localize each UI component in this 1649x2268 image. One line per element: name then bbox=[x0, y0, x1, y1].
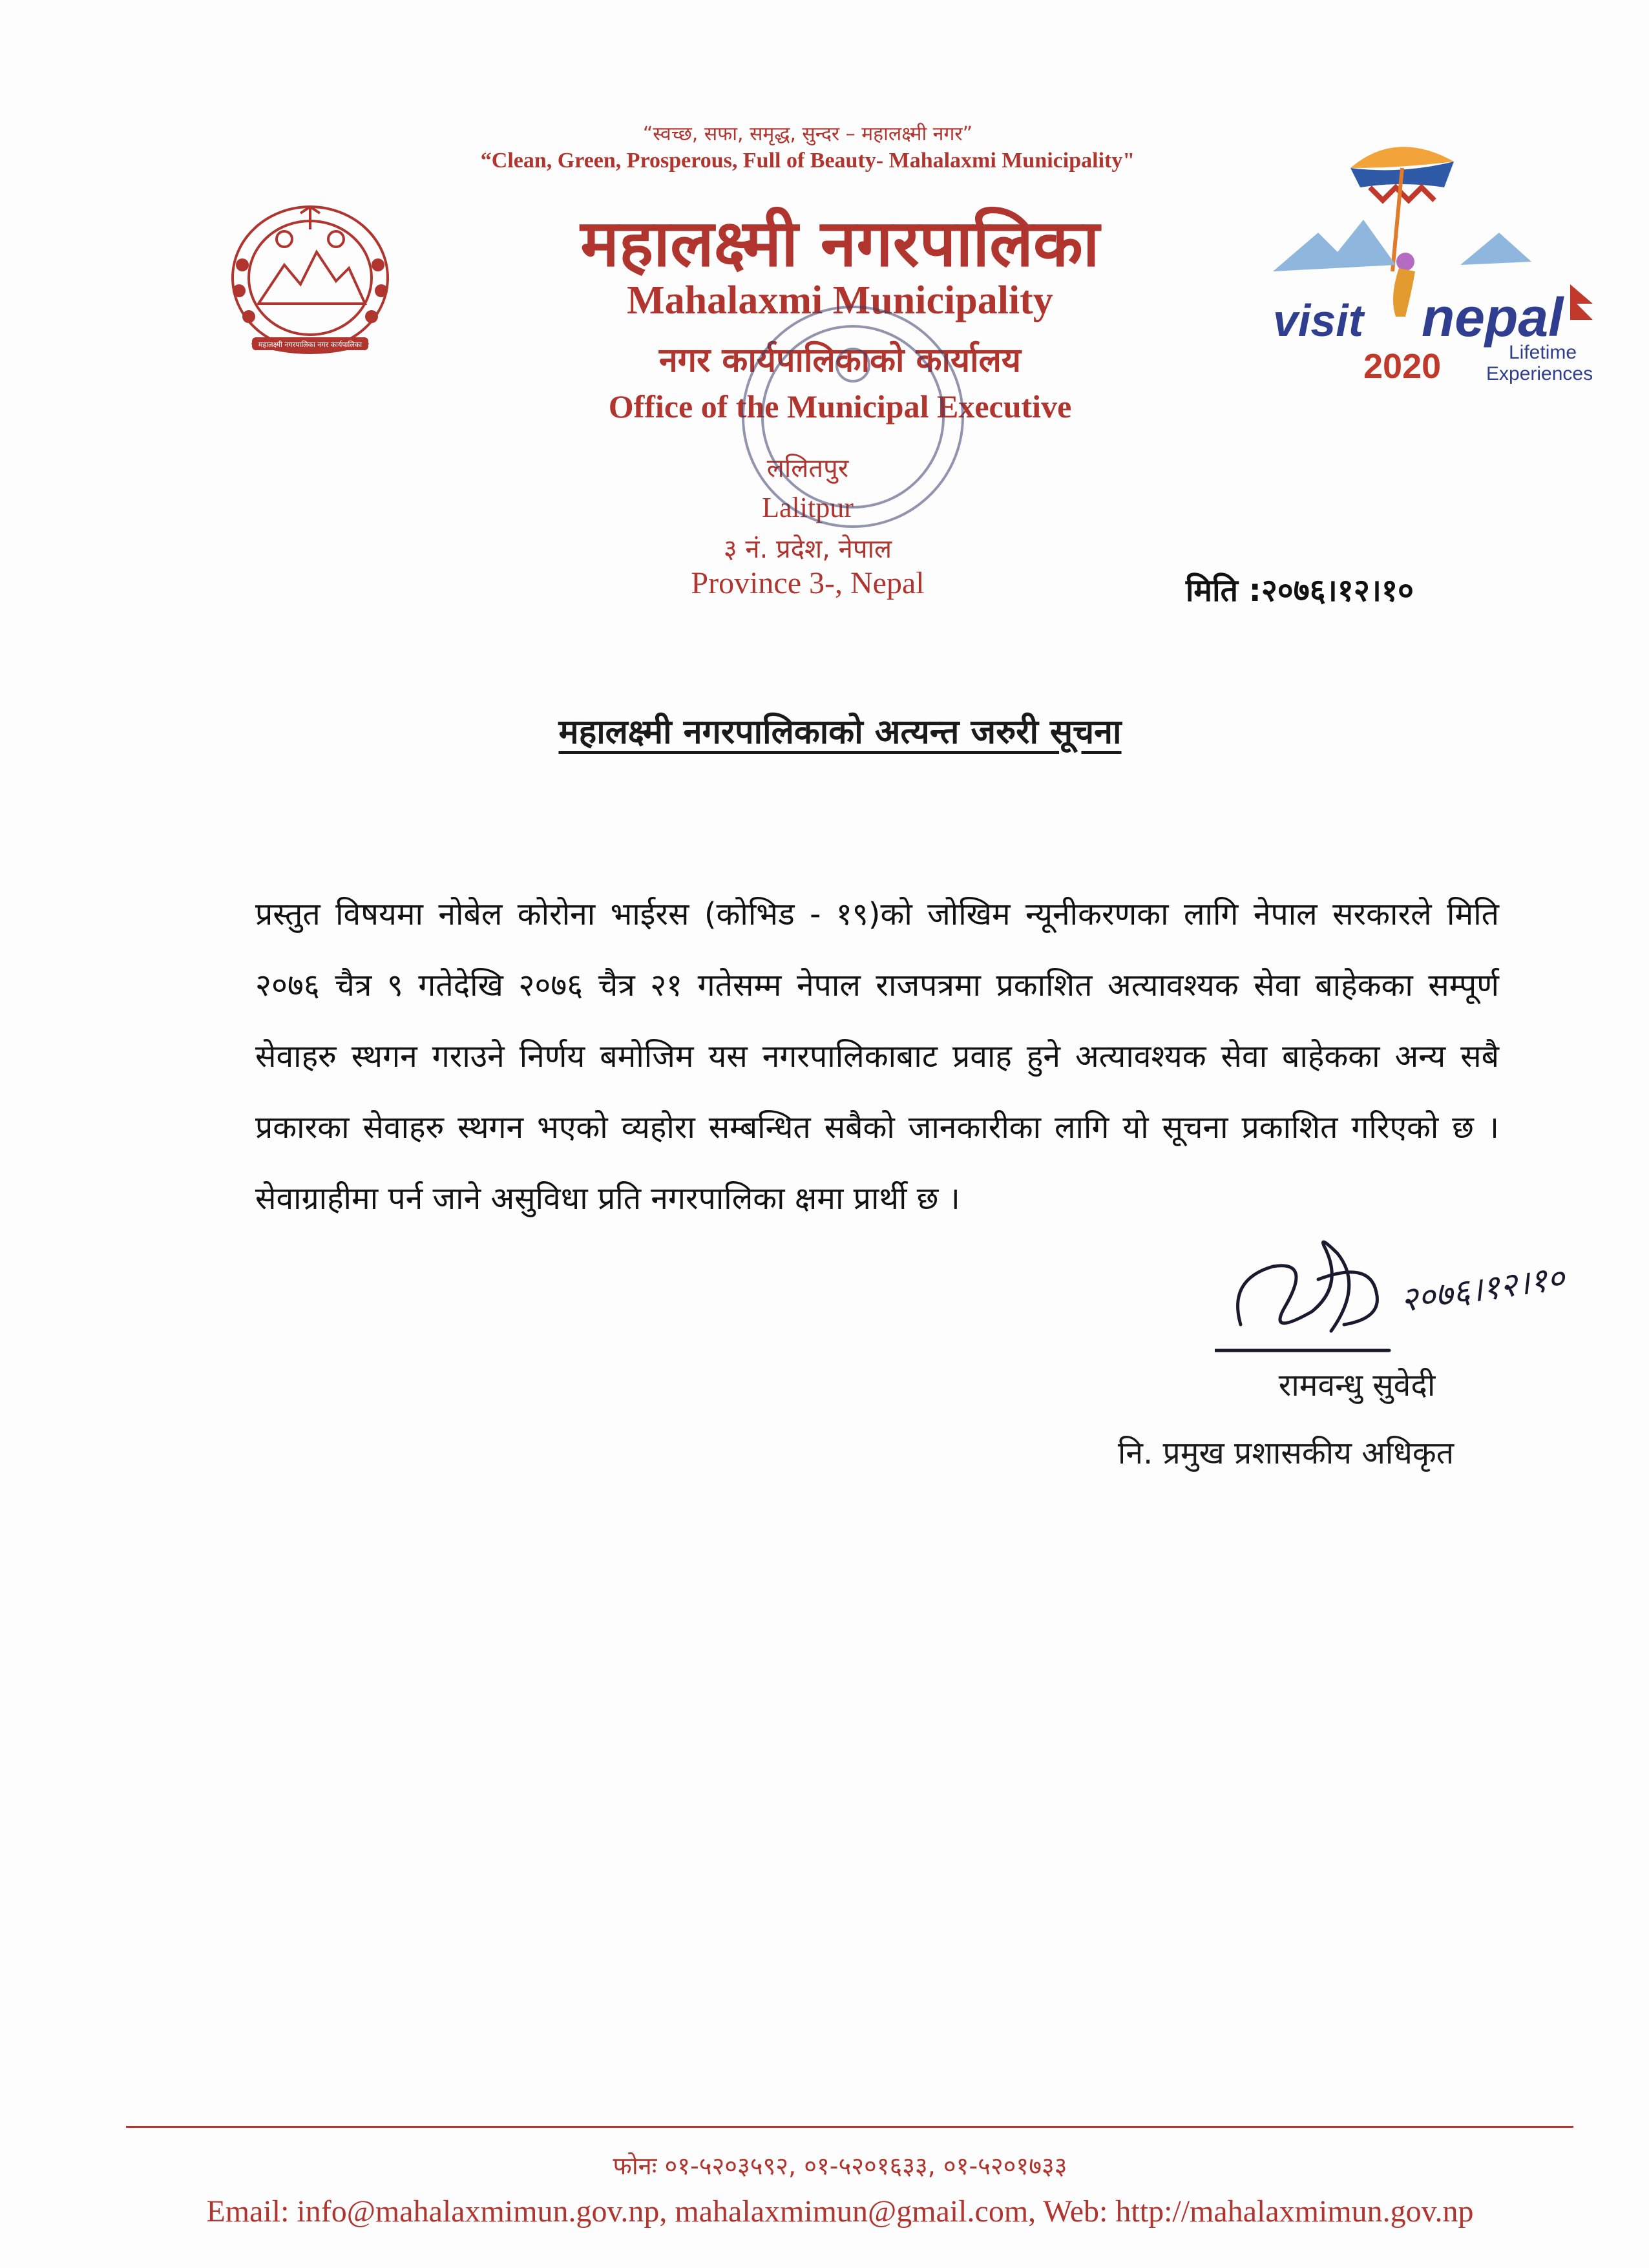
municipality-title-nepali: महालक्ष्मी नगरपालिका bbox=[580, 205, 1100, 281]
office-name-nepali: नगर कार्यपालिकाको कार्यालय bbox=[658, 341, 1022, 380]
footer-email-web: Email: info@mahalaxmimun.gov.np, mahalaxmimun@gmail.com, Web: http://mahalaxmimun.gov.np bbox=[206, 2194, 1474, 2229]
city-nepali: ललितपुर bbox=[766, 454, 849, 483]
visit-word: visit bbox=[1273, 295, 1364, 346]
province-english: Province 3-, Nepal bbox=[691, 566, 925, 600]
signatory-title: नि. प्रमुख प्रशासकीय अधिकृत bbox=[1117, 1435, 1455, 1471]
tagline-lifetime: Lifetime bbox=[1509, 342, 1577, 363]
handwritten-signature bbox=[1215, 1221, 1628, 1363]
office-stamp-icon bbox=[724, 294, 982, 540]
nepal-emblem-icon bbox=[213, 194, 407, 368]
nepal-word: nepal bbox=[1422, 287, 1564, 348]
year-2020: 2020 bbox=[1363, 347, 1442, 386]
slogan-nepali: “स्वच्छ, सफा, समृद्ध, सुन्दर – महालक्ष्मी नगर” bbox=[642, 123, 973, 145]
footer-phone: फोनः ०१-५२०३५९२, ०१-५२०१६३३, ०१-५२०१७३३ bbox=[613, 2152, 1067, 2180]
city-english: Lalitpur bbox=[762, 492, 854, 523]
province-nepali: ३ नं. प्रदेश, नेपाल bbox=[723, 534, 892, 564]
slogan-english: “Clean, Green, Prosperous, Full of Beauty- Mahalaxmi Municipality" bbox=[480, 149, 1135, 173]
document-date: मिति :२०७६।१२।१० bbox=[1186, 572, 1414, 609]
visit-nepal-2020-logo bbox=[1266, 123, 1602, 394]
emblem-banner-text: महालक्ष्मी नगरपालिका नगर कार्यपालिका bbox=[258, 341, 362, 349]
footer-divider bbox=[126, 2126, 1573, 2128]
notice-body: प्रस्तुत विषयमा नोबेल कोरोना भाईरस (कोभिड - १९)को जोखिम न्यूनीकरणका लागि नेपाल सरकारले मिति २०७६ चैत्र ९ गतेदेखि २०७६ चैत्र २१ गतेसम्म नेपाल राजपत्रमा प्रकाशित अत्यावश्यक सेवा बाहेकका सम्पूर्ण सेवाहरु स्थगन गराउने निर्णय बमोजिम यस नगरपालिकाबाट प्रवाह हुने अत्यावश्यक सेवा बाहेकका अन्य सबै प्रकारका सेवाहरु स्थगन भएको व्यहोरा सम्बन्धित सबैको जानकारीका लागि यो सूचना प्रकाशित गरिएको छ । सेवाग्राहीमा पर्न जाने असुविधा प्रति नगरपालिका क्षमा प्रार्थी छ । bbox=[255, 896, 1499, 1217]
handwritten-date: २०७६।१२।१० bbox=[1398, 1258, 1568, 1320]
notice-subject: महालक्ष्मी नगरपालिकाको अत्यन्त जरुरी सूचना bbox=[558, 713, 1122, 751]
office-name-english: Office of the Municipal Executive bbox=[608, 388, 1072, 425]
signatory-name: रामवन्धु सुवेदी bbox=[1278, 1367, 1436, 1403]
municipality-title-english: Mahalaxmi Municipality bbox=[627, 278, 1053, 322]
tagline-experiences: Experiences bbox=[1486, 363, 1593, 384]
